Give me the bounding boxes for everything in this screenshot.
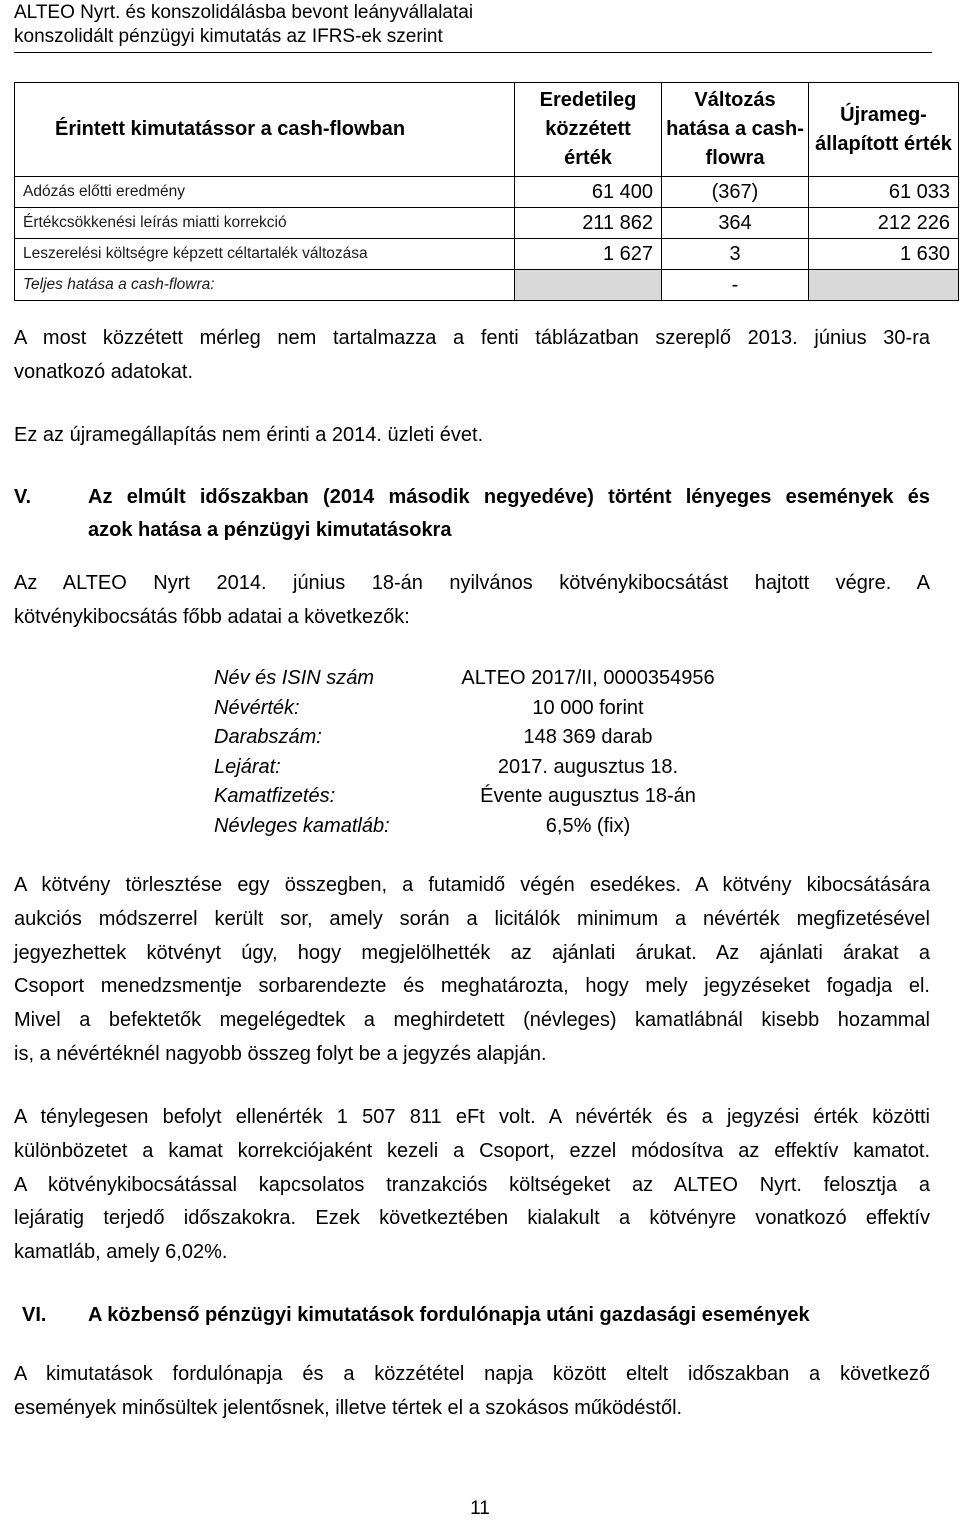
cash-flow-restatement-table <box>14 82 959 301</box>
bond-detail-key: Névérték: <box>214 696 300 719</box>
running-header <box>14 1 473 49</box>
section-v-title-line-1: Az elmúlt időszakban (2014 második negyedéve) történt lényeges események és <box>88 486 930 508</box>
paragraph-fiscal-year-note <box>14 419 930 453</box>
section-v-title-line-2: azok hatása a pénzügyi kimutatásokra <box>88 519 452 541</box>
text-line: A ténylegesen befolyt ellenérték 1 507 811 eFt volt. A névérték és a jegyzési érték közötti <box>14 1106 930 1128</box>
table-header-row <box>15 83 959 177</box>
bond-detail-key: Névleges kamatláb: <box>214 814 390 837</box>
paragraph-effective-rate <box>14 1101 930 1270</box>
text-line: A kötvénykibocsátással kapcsolatos tranzakciós költségeket az ALTEO Nyrt. felosztja a <box>14 1173 930 1196</box>
row-label: Leszerelési költségre képzett céltartalék változása <box>15 239 515 270</box>
text-line: aukciós módszerrel került sor, amely során a licitálók minimum a névérték megfizetésével <box>14 907 930 930</box>
row-restated-empty <box>809 270 959 301</box>
bond-detail-key: Darabszám: <box>214 726 322 749</box>
header-original-value: Eredetileg közzétett érték <box>515 83 662 177</box>
page-number: 11 <box>470 1498 490 1519</box>
text-line: kamatláb, amely 6,02%. <box>14 1241 228 1264</box>
row-label: Adózás előtti eredmény <box>15 177 515 208</box>
bond-detail-value: 10 000 forint <box>532 696 644 719</box>
table-row <box>15 208 959 239</box>
row-original: 1 627 <box>515 239 662 270</box>
row-restated: 1 630 <box>809 239 959 270</box>
text-line: Mivel a befektetők megelégedtek a meghirdetett (névleges) kamatlábnál kisebb hozammal <box>14 1009 930 1032</box>
bond-detail-row <box>214 664 814 694</box>
bond-detail-key: Név és ISIN szám <box>214 667 375 689</box>
header-line-1: ALTEO Nyrt. és konszolidálásba bevont leányvállalatai <box>14 2 474 23</box>
header-change-effect: Változás hatása a cash-flowra <box>662 83 809 177</box>
row-restated: 61 033 <box>809 177 959 208</box>
table-total-row <box>15 270 959 301</box>
text-line: Az ALTEO Nyrt 2014. június 18-án nyilvános kötvénykibocsátást hajtott végre. A <box>14 572 930 594</box>
section-v-title <box>88 481 930 547</box>
row-restated: 212 226 <box>809 208 959 239</box>
bond-detail-value: Évente augusztus 18-án <box>480 785 696 808</box>
section-vi-title: A közbenső pénzügyi kimutatások fordulónapja utáni gazdasági események <box>88 1304 810 1326</box>
bond-detail-key: Kamatfizetés: <box>214 785 336 808</box>
section-vi-number: VI. <box>22 1304 47 1326</box>
paragraph-subsequent-events <box>14 1358 930 1426</box>
bond-detail-value: 6,5% (fix) <box>545 814 631 837</box>
header-rule <box>14 52 932 53</box>
bond-detail-key: Lejárat: <box>214 755 281 778</box>
bond-detail-row <box>214 782 814 812</box>
section-v-number: V. <box>14 486 32 508</box>
row-original: 211 862 <box>515 208 662 239</box>
row-label: Teljes hatása a cash-flowra: <box>15 270 515 301</box>
row-change: 3 <box>662 239 809 270</box>
row-change: - <box>662 270 809 301</box>
bond-detail-row <box>214 753 814 783</box>
text-line: A most közzétett mérleg nem tartalmazza a fenti táblázatban szereplő 2013. június 30-ra <box>14 327 930 349</box>
text-line: események minősültek jelentősnek, illetve tértek el a szokásos működéstől. <box>14 1396 683 1419</box>
bond-detail-row <box>214 723 814 753</box>
row-original-empty <box>515 270 662 301</box>
text-line: különbözetet a kamat korrekciójaként kezeli a Csoport, ezzel módosítva az effektív kamatot. <box>14 1139 930 1162</box>
bond-details-list <box>214 664 814 842</box>
bond-detail-row <box>214 694 814 724</box>
bond-detail-value: 2017. augusztus 18. <box>497 755 679 778</box>
text-line: vonatkozó adatokat. <box>14 360 194 383</box>
text-line: Csoport menedzsmentje sorbarendezte és meghatározta, hogy mely jegyzéseket fogadja el. <box>14 975 930 998</box>
row-original: 61 400 <box>515 177 662 208</box>
header-restated-value: Újrameg-állapított érték <box>809 83 959 177</box>
paragraph-balance-note <box>14 322 930 390</box>
bond-detail-value: ALTEO 2017/II, 0000354956 <box>461 667 715 689</box>
paragraph-bond-intro <box>14 567 930 635</box>
row-change: 364 <box>662 208 809 239</box>
bond-detail-value: 148 369 darab <box>523 726 653 749</box>
header-line-2: konszolidált pénzügyi kimutatás az IFRS-ek szerint <box>14 26 443 47</box>
text-line: A kötvény törlesztése egy összegben, a futamidő végén esedékes. A kötvény kibocsátására <box>14 874 930 896</box>
row-label: Értékcsökkenési leírás miatti korrekció <box>15 208 515 239</box>
text-line: Ez az újramegállapítás nem érinti a 2014. üzleti évet. <box>14 424 484 446</box>
paragraph-bond-repayment <box>14 869 930 1072</box>
text-line: lejáratig terjedő időszakokra. Ezek következtében kialakult a kötvényre vonatkozó effektív <box>14 1207 930 1230</box>
header-affected-line: Érintett kimutatássor a cash-flowban <box>15 83 515 177</box>
text-line: A kimutatások fordulónapja és a közzététel napja között eltelt időszakban a következő <box>14 1363 930 1385</box>
bond-detail-row <box>214 812 814 842</box>
table-row <box>15 177 959 208</box>
row-change: (367) <box>662 177 809 208</box>
text-line: kötvénykibocsátás főbb adatai a következők: <box>14 605 410 628</box>
text-line: is, a névértéknél nagyobb összeg folyt be a jegyzés alapján. <box>14 1042 547 1065</box>
table-row <box>15 239 959 270</box>
text-line: jegyezhettek kötvényt úgy, hogy megjelölhették az ajánlati árukat. Az ajánlati árakat a <box>14 941 930 964</box>
